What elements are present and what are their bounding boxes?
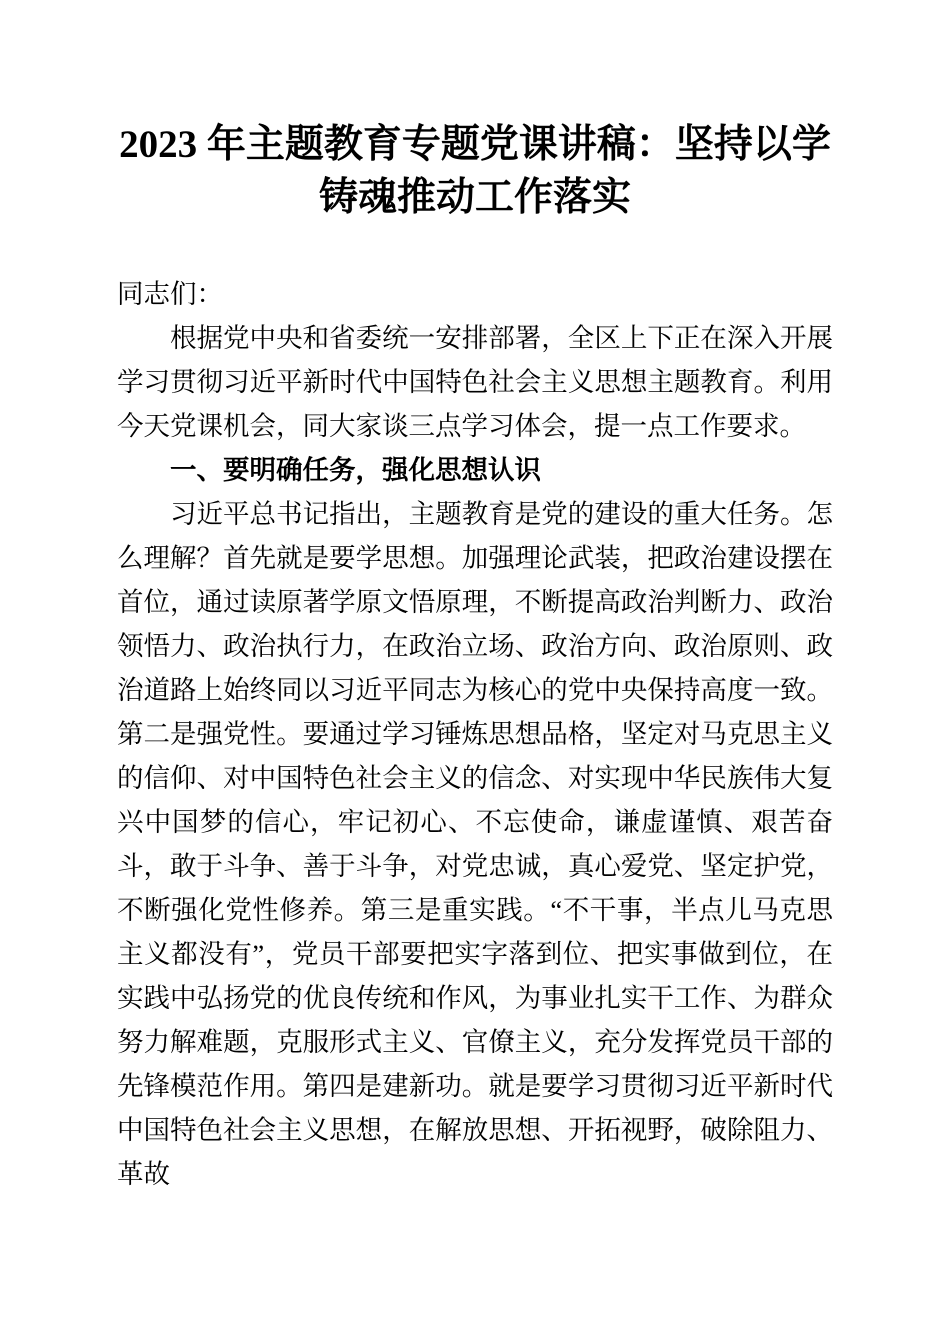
intro-paragraph: 根据党中央和省委统一安排部署，全区上下正在深入开展学习贯彻习近平新时代中国特色社会主义思想主题教育。利用今天党课机会，同大家谈三点学习体会，提一点工作要求。 <box>117 323 833 441</box>
document-title: 2023 年主题教育专题党课讲稿：坚持以学铸魂推动工作落实 <box>119 123 831 219</box>
salutation-line: 同志们： <box>117 279 223 309</box>
section-1-paragraph: 习近平总书记指出，主题教育是党的建设的重大任务。怎么理解？首先就是要学思想。加强理论武装，把政治建设摆在首位，通过读原著学原文悟原理，不断提高政治判断力、政治领悟力、政治执行力，在政治立场、政治方向、政治原则、政治道路上始终同以习近平同志为核心的党中央保持高度一致。第二是强党性。要通过学习锤炼思想品格，坚定对马克思主义的信仰、对中国特色社会主义的信念、对实现中华民族伟大复兴中国梦的信心，牢记初心、不忘使命，谦虚谨慎、艰苦奋斗，敢于斗争、善于斗争，对党忠诚，真心爱党、坚定护党，不断强化党性修养。第三是重实践。“不干事，半点儿马克思主义都没有”，党员干部要把实字落到位、把实事做到位，在实践中弘扬党的优良传统和作风，为事业扎实干工作、为群众努力解难题，克服形式主义、官僚主义，充分发挥党员干部的先锋模范作用。第四是建新功。就是要学习贯彻习近平新时代中国特色社会主义思想，在解放思想、开拓视野，破除阻力、革故 <box>117 499 833 1189</box>
section-heading-1: 一、要明确任务，强化思想认识 <box>170 455 541 485</box>
